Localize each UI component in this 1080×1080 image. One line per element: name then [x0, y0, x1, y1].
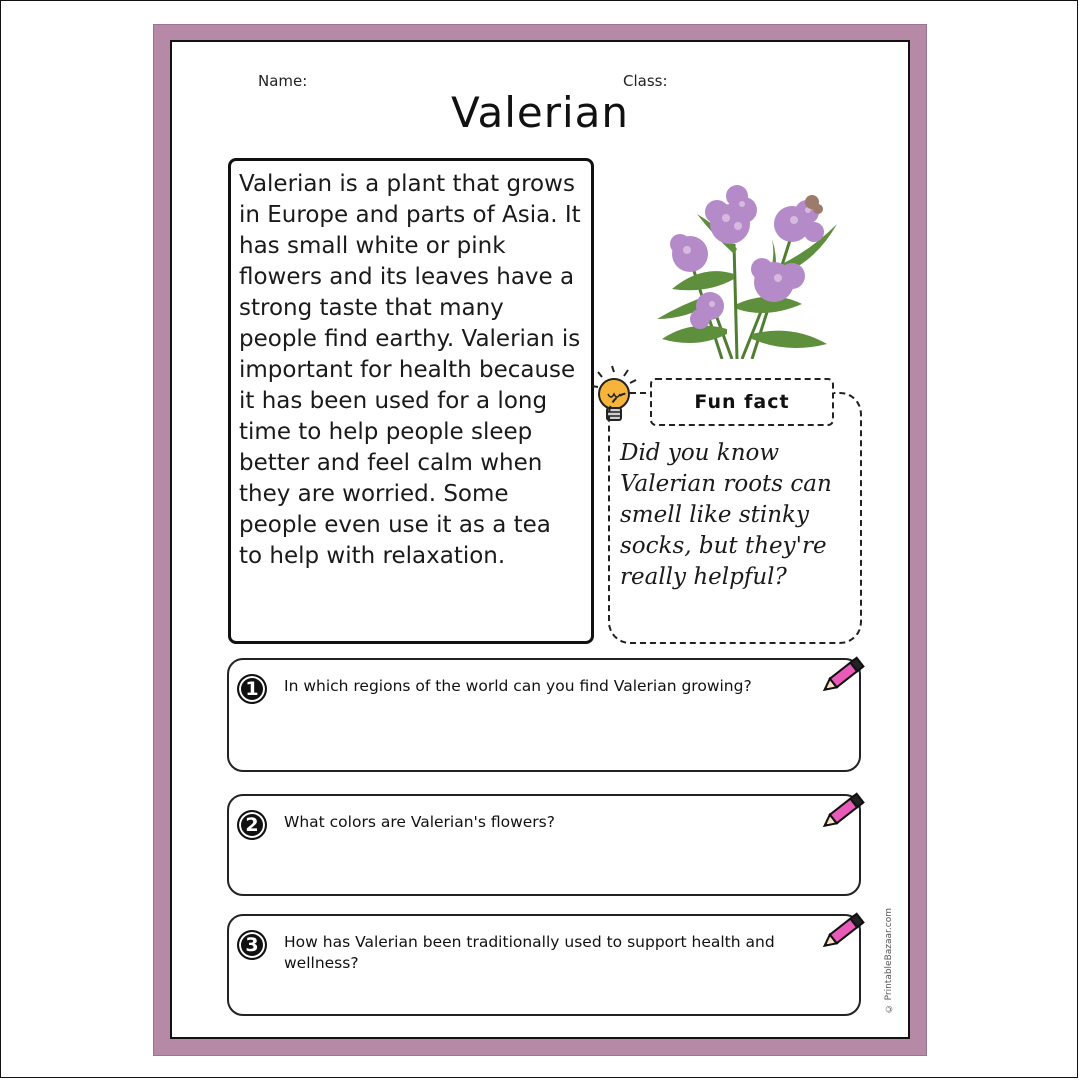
class-label: Class: — [623, 72, 668, 90]
question-2-answer-box[interactable] — [227, 794, 861, 896]
reading-passage-box — [228, 158, 594, 644]
worksheet-border — [153, 24, 927, 1056]
question-text: In which regions of the world can you find Valerian growing? — [284, 677, 752, 695]
fun-fact-heading: Fun fact — [650, 378, 834, 426]
question-text: How has Valerian been traditionally used to support health and wellness? — [284, 933, 775, 972]
pencil-icon — [817, 908, 869, 956]
pencil-icon — [817, 788, 869, 836]
question-number: 3 — [237, 930, 267, 960]
page-title: Valerian — [450, 88, 629, 137]
question-1-answer-box[interactable] — [227, 658, 861, 772]
reading-passage: Valerian is a plant that grows in Europe and parts of Asia. It has small white or pink flowers and its leaves have a strong taste that many people find earthy. Valerian is important for health because it has been used for a long time to help people sleep better and feel calm when they are worried. Some people even use it as a tea to help with relaxation. — [239, 171, 581, 569]
pencil-icon — [817, 652, 869, 700]
question-text: What colors are Valerian's flowers? — [284, 813, 555, 831]
fun-fact-text: Did you know Valerian roots can smell like stinky socks, but they're really helpful? — [620, 440, 832, 590]
valerian-plant-illustration — [642, 154, 842, 359]
worksheet-page — [170, 40, 910, 1039]
credit-text: © PrintableBazaar.com — [884, 907, 894, 1013]
question-3-answer-box[interactable] — [227, 914, 861, 1016]
question-number: 1 — [237, 674, 267, 704]
question-number: 2 — [237, 810, 267, 840]
name-label: Name: — [258, 72, 308, 90]
